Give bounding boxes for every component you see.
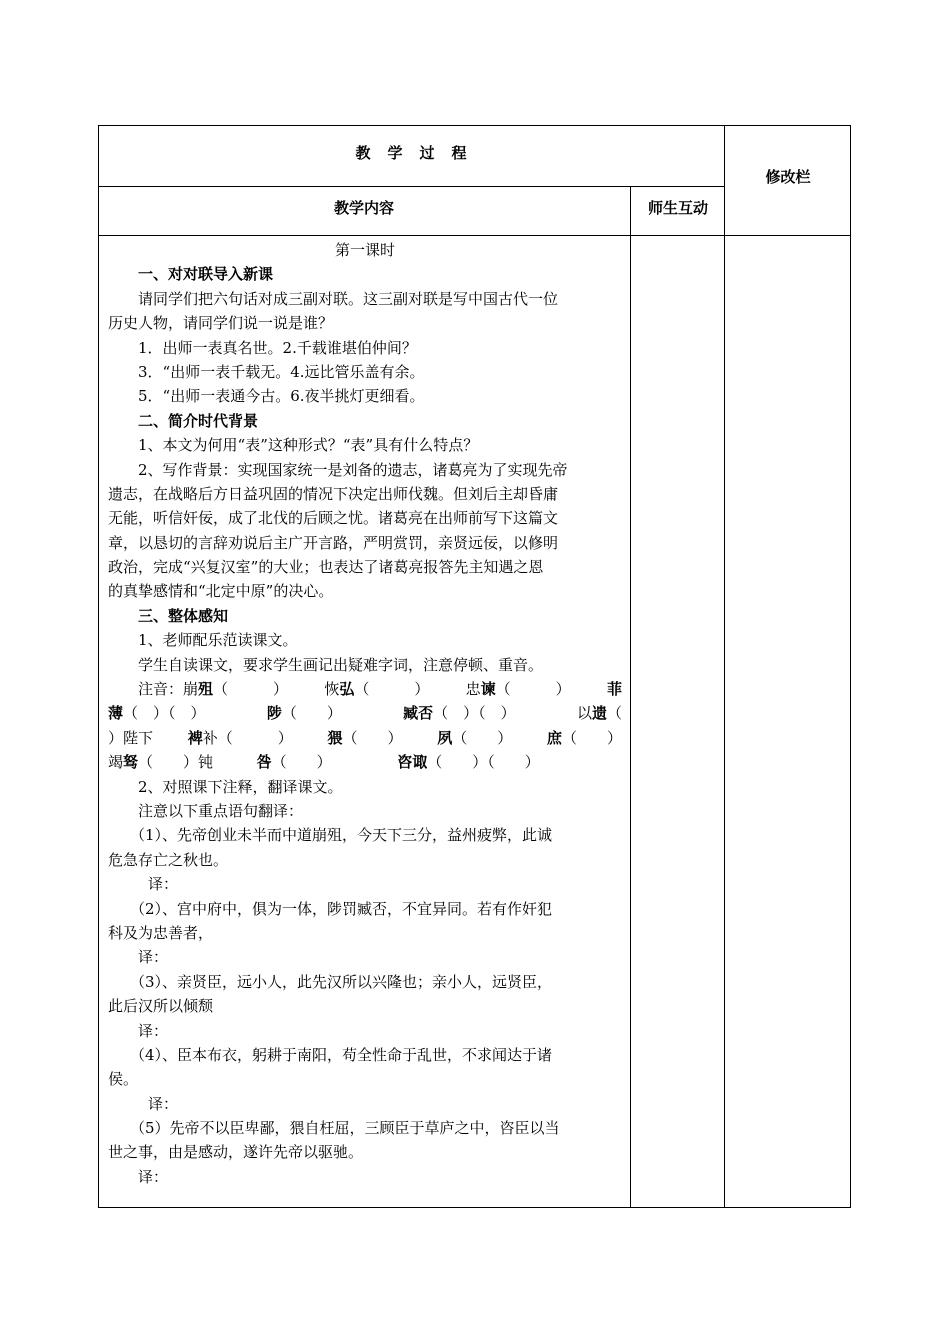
interaction-column-divider <box>630 186 631 1208</box>
list-item: 5．“出师一表通今古。6.夜半挑灯更细看。 <box>138 387 425 406</box>
sentence-line: （5）先帝不以臣卑鄙，猥自枉屈，三顾臣于草庐之中，咨臣以当 <box>130 1119 560 1138</box>
answer-blank: （ ） <box>342 728 403 747</box>
answer-blank: （ ） <box>561 728 622 747</box>
phonetic-item <box>397 753 540 771</box>
list-item: 1．出师一表真名世。2.千载谁堪伯仲间？ <box>138 338 417 357</box>
answer-blank: （ ）（ ） <box>123 704 206 723</box>
paragraph-line: 遗志，在战略后方日益巩固的情况下决定出师伐魏。但刘后主却昏庸 <box>108 484 559 503</box>
word-text: 竭 <box>108 753 124 772</box>
header-divider <box>98 186 725 187</box>
paragraph-line: 政治，完成“兴复汉室”的大业；也表达了诸葛亮报答先主知遇之恩 <box>108 558 544 577</box>
phonetic-item <box>437 726 512 750</box>
question-line: 1、本文为何用“表”这种形式？“表”具有什么特点？ <box>138 436 479 455</box>
section-heading: 一、对对联导入新课 <box>138 265 274 284</box>
paragraph-line: 2、对照课下注释，翻译课文。 <box>138 777 343 796</box>
word-text: 崩 <box>183 680 199 699</box>
key-char: 臧否 <box>403 704 434 723</box>
sentence-line: 科及为忠善者， <box>108 923 214 942</box>
key-char: 庶 <box>546 728 562 747</box>
phonetic-item <box>466 677 571 701</box>
sentence-line: 侯。 <box>108 1070 139 1089</box>
phonetic-line <box>108 750 622 774</box>
lesson-content <box>108 238 622 1189</box>
answer-blank: （ ）（ ） <box>433 704 516 723</box>
key-char: 薄 <box>108 704 124 723</box>
period-title: 第一课时 <box>334 241 395 259</box>
answer-blank: （ ） <box>138 753 199 772</box>
phonetic-item <box>324 677 429 701</box>
translate-label: 译： <box>138 1167 169 1186</box>
phonetic-line <box>108 701 622 725</box>
phonetic-item <box>188 726 293 750</box>
answer-blank: （ ） <box>271 753 332 772</box>
word-text: 补 <box>202 728 218 747</box>
sentence-line: （4）、臣本布衣，躬耕于南阳，苟全性命于乱世，不求闻达于诸 <box>130 1045 553 1064</box>
phonetic-item <box>547 726 622 750</box>
word-text: 恢 <box>324 680 340 699</box>
word-text: 忠 <box>465 680 481 699</box>
key-char: 驽 <box>123 753 139 772</box>
sentence-line: （2）、宫中府中，俱为一体，陟罚臧否，不宜异同。若有作奸犯 <box>130 899 553 918</box>
revision-column-header: 修改栏 <box>765 168 811 186</box>
sentence-line: 危急存亡之秋也。 <box>108 850 229 869</box>
answer-blank: （ ） <box>495 680 571 699</box>
revision-column-divider <box>724 125 725 1208</box>
paragraph-line: 2、写作背景：实现国家统一是刘备的遗志，诸葛亮为了实现先帝 <box>138 460 568 479</box>
answer-blank: （ ） <box>354 680 430 699</box>
phonetic-item <box>577 701 622 725</box>
paragraph-line: 历史人物，请同学们说一说是谁？ <box>108 314 334 333</box>
key-char: 咎 <box>256 753 272 772</box>
paragraph-line: 注意以下重点语句翻译： <box>138 801 304 820</box>
translate-label: 译： <box>138 1021 169 1040</box>
key-char: 咨诹 <box>397 753 428 772</box>
key-char: 菲 <box>606 680 622 699</box>
interaction-column-header: 师生互动 <box>647 199 708 217</box>
section-heading: 三、整体感知 <box>138 606 229 625</box>
answer-blank: （ ） <box>213 680 289 699</box>
paragraph-line: 章，以恳切的言辞劝说后主广开言路，严明赏罚，亲贤远佞，以修明 <box>108 533 559 552</box>
subheader-divider <box>98 235 851 236</box>
phonetic-item <box>327 726 402 750</box>
word-text: 钝 <box>198 753 214 772</box>
translate-label: 译： <box>138 948 169 967</box>
phonetic-item <box>403 701 516 725</box>
paragraph-line: 学生自读课文，要求学生画记出疑难字词，注意停顿、重音。 <box>138 655 544 674</box>
paragraph-line: 的真挚感情和“北定中原”的决心。 <box>108 582 334 601</box>
sentence-line: 此后汉所以倾颓 <box>108 997 214 1016</box>
answer-blank: （ ） <box>452 728 513 747</box>
word-text: 以 <box>576 704 592 723</box>
phonetic-item <box>267 701 342 725</box>
key-char: 猥 <box>327 728 343 747</box>
phonetic-item <box>138 677 288 701</box>
phonetic-line <box>108 677 622 701</box>
key-char: 裨 <box>187 728 203 747</box>
key-char: 遗 <box>591 704 607 723</box>
answer-blank: （ ） <box>281 704 342 723</box>
translate-label: 译： <box>148 1094 179 1113</box>
paragraph-line: 请同学们把六句话对成三副对联。这三副对联是写中国古代一位 <box>138 289 559 308</box>
answer-blank: （ <box>606 704 622 723</box>
key-char: 夙 <box>437 728 453 747</box>
sentence-line: 世之事，由是感动，遂许先帝以驱驰。 <box>108 1143 364 1162</box>
paragraph-line: 无能，听信奸佞，成了北伐的后顾之忧。诸葛亮在出师前写下这篇文 <box>108 509 559 528</box>
paragraph-line: 1、老师配乐范读课文。 <box>138 631 298 650</box>
content-column-header: 教学内容 <box>333 199 394 217</box>
answer-blank: （ ）（ ） <box>427 753 540 772</box>
sentence-line: （3）、亲贤臣，远小人，此先汉所以兴隆也；亲小人，远贤臣， <box>130 972 553 991</box>
list-item: 3．“出师一表千载无。4.远比管乐盖有余。 <box>138 362 425 381</box>
key-char: 殂 <box>198 680 214 699</box>
word-text: ）陛下 <box>108 728 154 747</box>
key-char: 弘 <box>339 680 355 699</box>
phonetic-item <box>108 753 213 771</box>
key-char: 谏 <box>480 680 496 699</box>
translate-label: 译： <box>148 875 179 894</box>
phonetic-item <box>108 701 206 725</box>
sentence-line: （1）、先帝创业未半而中道崩殂，今天下三分，益州疲弊，此诚 <box>130 826 553 845</box>
phonetic-line <box>108 726 622 750</box>
answer-blank: （ ） <box>217 728 293 747</box>
section-heading: 二、简介时代背景 <box>138 411 259 430</box>
phonetic-item <box>257 753 332 771</box>
phonetic-label: 注音： <box>138 680 184 699</box>
key-char: 陟 <box>266 704 282 723</box>
process-title: 教 学 过 程 <box>355 144 468 162</box>
